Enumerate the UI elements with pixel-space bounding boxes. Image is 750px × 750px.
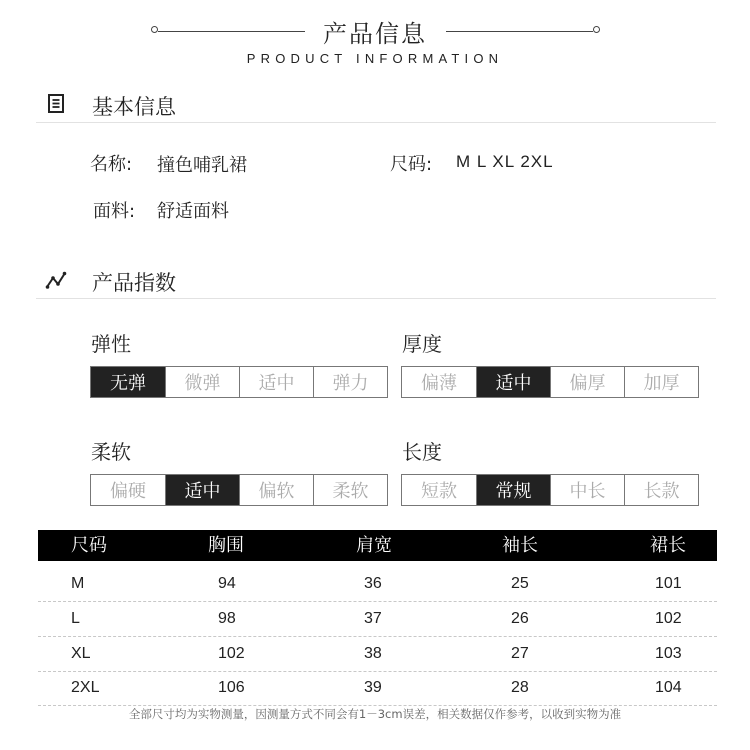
name-value: 撞色哺乳裙 (157, 155, 247, 176)
table-row (38, 636, 717, 672)
cell-dress-length: 101 (655, 575, 682, 592)
elasticity-label: 弹性 (91, 332, 131, 356)
cell-dress-length: 104 (655, 679, 682, 696)
length-option[interactable]: 长款 (624, 475, 698, 505)
length-option[interactable]: 短款 (402, 475, 476, 505)
product-index-title: 产品指数 (92, 271, 176, 295)
thickness-option[interactable]: 偏薄 (402, 367, 476, 397)
size-label: 尺码: (390, 154, 433, 175)
cell-chest: 94 (218, 575, 236, 592)
table-row (38, 670, 717, 706)
header-dress-length: 裙长 (650, 535, 686, 556)
cell-dress-length: 102 (655, 610, 682, 627)
page-subtitle: PRODUCT INFORMATION (246, 51, 504, 66)
thickness-label: 厚度 (402, 332, 442, 356)
header-sleeve: 袖长 (502, 535, 538, 556)
header-right-dot (593, 26, 600, 33)
cell-dress-length: 103 (655, 645, 682, 662)
softness-selector (90, 474, 388, 506)
length-option[interactable]: 中长 (550, 475, 624, 505)
softness-label: 柔软 (91, 440, 131, 464)
elasticity-option[interactable]: 弹力 (313, 367, 387, 397)
length-option[interactable]: 常规 (476, 475, 550, 505)
cell-shoulder: 36 (364, 575, 382, 592)
thickness-option[interactable]: 偏厚 (550, 367, 624, 397)
cell-chest: 102 (218, 645, 245, 662)
elasticity-option[interactable]: 无弹 (91, 367, 165, 397)
thickness-option[interactable]: 加厚 (624, 367, 698, 397)
softness-option[interactable]: 适中 (165, 475, 239, 505)
thickness-selector (401, 366, 699, 398)
document-icon (45, 93, 67, 115)
softness-option[interactable]: 柔软 (313, 475, 387, 505)
softness-option[interactable]: 偏硬 (91, 475, 165, 505)
fabric-label: 面料: (93, 201, 136, 222)
length-selector (401, 474, 699, 506)
elasticity-option[interactable]: 适中 (239, 367, 313, 397)
cell-size: 2XL (71, 679, 100, 696)
product-index-divider (36, 298, 716, 299)
cell-sleeve: 27 (511, 645, 529, 662)
cell-chest: 98 (218, 610, 236, 627)
basic-info-divider (36, 122, 716, 123)
softness-option[interactable]: 偏软 (239, 475, 313, 505)
line-chart-icon (45, 269, 67, 291)
header-shoulder: 肩宽 (356, 535, 392, 556)
cell-size: XL (71, 645, 91, 662)
header-size: 尺码 (71, 535, 107, 556)
cell-size: L (71, 610, 80, 627)
length-label: 长度 (402, 440, 442, 464)
cell-chest: 106 (218, 679, 245, 696)
size-table-header (38, 530, 717, 561)
page-title: 产品信息 (323, 20, 427, 48)
measurement-note: 全部尺寸均为实物测量，因测量方式不同会有1－3cm误差，相关数据仅作参考，以收到实物为准 (128, 707, 622, 721)
cell-shoulder: 38 (364, 645, 382, 662)
cell-sleeve: 26 (511, 610, 529, 627)
elasticity-option[interactable]: 微弹 (165, 367, 239, 397)
table-row (38, 601, 717, 637)
cell-shoulder: 37 (364, 610, 382, 627)
cell-sleeve: 28 (511, 679, 529, 696)
thickness-option[interactable]: 适中 (476, 367, 550, 397)
cell-sleeve: 25 (511, 575, 529, 592)
basic-info-title: 基本信息 (92, 95, 176, 119)
header-chest: 胸围 (208, 535, 244, 556)
cell-shoulder: 39 (364, 679, 382, 696)
name-label: 名称: (90, 154, 133, 175)
cell-size: M (71, 575, 85, 592)
table-row (38, 566, 717, 602)
header-right-line (446, 31, 593, 32)
size-value: M L XL 2XL (456, 152, 554, 171)
fabric-value: 舒适面料 (157, 201, 229, 222)
elasticity-selector (90, 366, 388, 398)
